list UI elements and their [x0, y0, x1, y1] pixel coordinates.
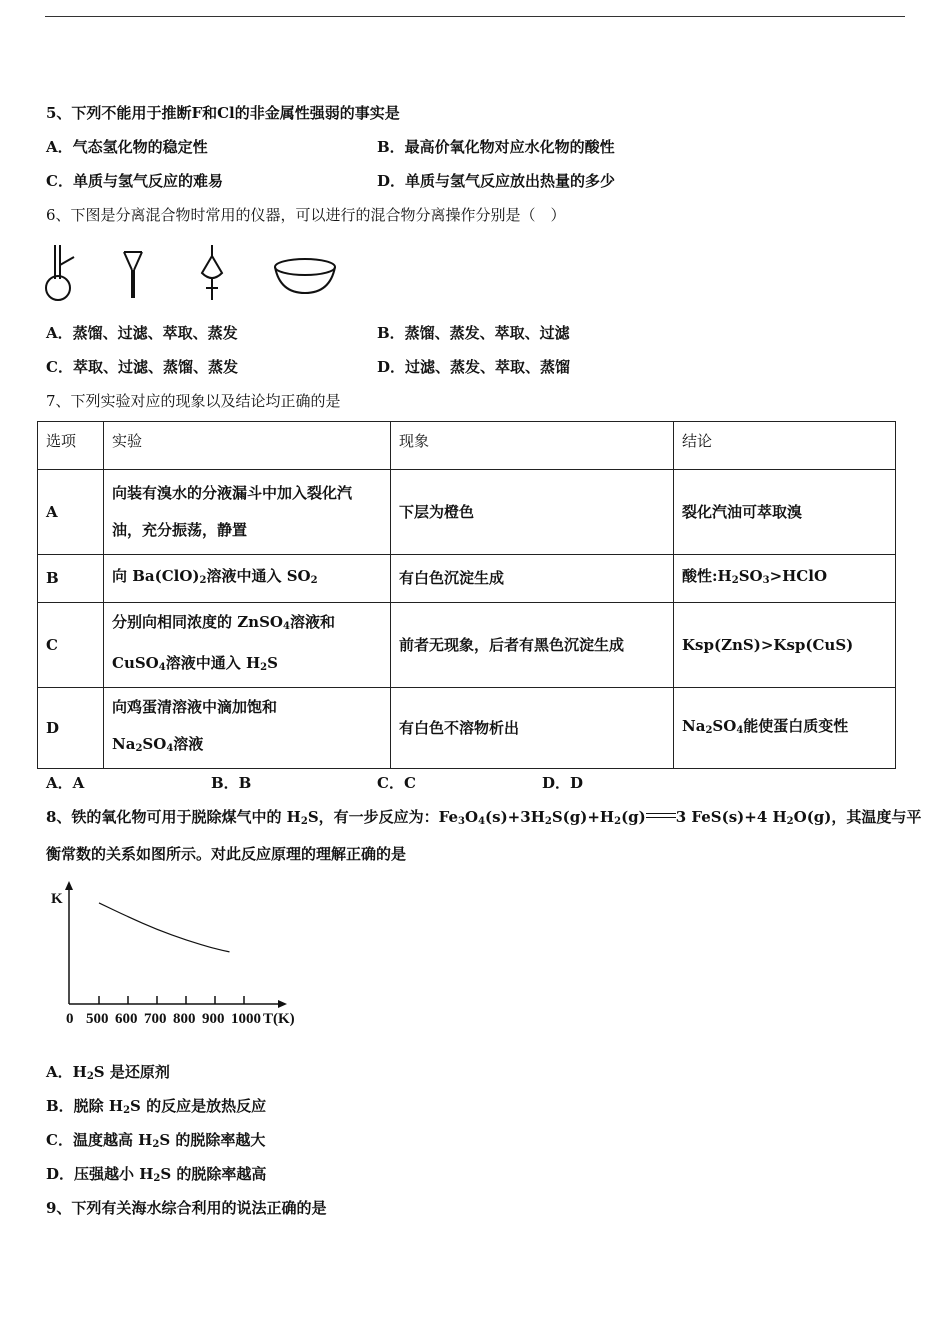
row-a-conclusion: 裂化汽油可萃取溴 — [674, 470, 896, 555]
q7-experiment-table — [37, 421, 896, 769]
q8-option-d[interactable]: D．压强越小 $H_2S$ 的脱除率越高 — [46, 1165, 267, 1184]
table-row — [38, 688, 896, 769]
q9-stem: 9、下列有关海水综合利用的说法正确的是 — [46, 1199, 327, 1217]
row-d-option: D — [38, 688, 104, 769]
row-b-experiment: 向 $Ba(ClO)_2$溶液中通入 $SO_2$ — [104, 555, 391, 603]
x-tick-label: 700 — [144, 1011, 167, 1027]
x-tick-label: 0 — [66, 1011, 74, 1027]
x-tick-label: 600 — [115, 1011, 138, 1027]
y-axis-label: K — [51, 891, 63, 907]
q6-stem: 6、下图是分离混合物时常用的仪器，可以进行的混合物分离操作分别是（ ） — [46, 206, 566, 224]
q6-option-d[interactable]: D．过滤、蒸发、萃取、蒸馏 — [377, 358, 571, 376]
y-axis-arrow — [65, 881, 73, 890]
q7-answer-c[interactable]: C．C — [377, 774, 416, 792]
row-c-experiment: 分别向相同浓度的 ZnSO$_4$溶液和 CuSO$_4$溶液中通入 $H_2S$ — [104, 603, 391, 688]
header-rule — [45, 16, 905, 17]
x-tick-label: 500 — [86, 1011, 109, 1027]
row-b-option: B — [38, 555, 104, 603]
row-b-phenomenon: 有白色沉淀生成 — [391, 555, 674, 603]
lab-apparatus-figure — [44, 243, 339, 305]
row-c-option: C — [38, 603, 104, 688]
header-experiment: 实验 — [104, 422, 391, 470]
q6-option-c[interactable]: C．萃取、过滤、蒸馏、蒸发 — [46, 358, 238, 376]
q8-stem: 8、铁的氧化物可用于脱除煤气中的 $H_2S$，有一步反应为：$Fe_3O_4(s)+3H_2S(g)+H_2(g)$ 3 FeS(s)+4 $H_2O(g)$，其温度与平 — [46, 808, 922, 827]
funnel-icon — [124, 252, 142, 298]
distillation-flask-icon — [46, 245, 74, 300]
q5-option-c[interactable]: C．单质与氢气反应的难易 — [46, 172, 223, 190]
row-a-option: A — [38, 470, 104, 555]
q6-option-b[interactable]: B．蒸馏、蒸发、萃取、过滤 — [377, 324, 570, 342]
x-tick-label: 800 — [173, 1011, 196, 1027]
row-d-conclusion: $Na_2SO_4$能使蛋白质变性 — [674, 688, 896, 769]
row-c-phenomenon: 前者无现象，后者有黑色沉淀生成 — [391, 603, 674, 688]
q8-option-b[interactable]: B．脱除 $H_2S$ 的反应是放热反应 — [46, 1097, 267, 1116]
separatory-funnel-icon — [202, 245, 222, 300]
header-option: 选项 — [38, 422, 104, 470]
x-tick-label: 900 — [202, 1011, 225, 1027]
equilibrium-arrow-icon — [646, 812, 676, 820]
q7-stem: 7、下列实验对应的现象以及结论均正确的是 — [46, 392, 341, 410]
row-d-experiment: 向鸡蛋清溶液中滴加饱和 $Na_2SO_4$溶液 — [104, 688, 391, 769]
q8-option-a[interactable]: A．$H_2S$ 是还原剂 — [46, 1063, 170, 1082]
row-d-phenomenon: 有白色不溶物析出 — [391, 688, 674, 769]
q7-answer-a[interactable]: A．A — [46, 774, 85, 792]
table-header-row — [38, 422, 896, 470]
k-vs-temperature-chart — [44, 877, 304, 1032]
header-phenomenon: 现象 — [391, 422, 674, 470]
x-axis-arrow — [278, 1000, 287, 1008]
q8-option-c[interactable]: C．温度越高 $H_2S$ 的脱除率越大 — [46, 1131, 266, 1150]
header-conclusion: 结论 — [674, 422, 896, 470]
row-a-experiment: 向装有溴水的分液漏斗中加入裂化汽 油，充分振荡，静置 — [104, 470, 391, 555]
table-row — [38, 555, 896, 603]
q5-option-d[interactable]: D．单质与氢气反应放出热量的多少 — [377, 172, 616, 190]
q6-option-a[interactable]: A．蒸馏、过滤、萃取、蒸发 — [46, 324, 238, 342]
x-axis-label: T(K) — [263, 1011, 295, 1027]
k-curve-line — [99, 903, 230, 952]
q5-option-b[interactable]: B．最高价氧化物对应水化物的酸性 — [377, 138, 615, 156]
q5-option-a[interactable]: A．气态氢化物的稳定性 — [46, 138, 208, 156]
row-c-conclusion: Ksp(ZnS)>Ksp(CuS) — [674, 603, 896, 688]
q7-answer-b[interactable]: B．B — [211, 774, 252, 792]
q5-stem: 5、下列不能用于推断F和Cl的非金属性强弱的事实是 — [46, 104, 400, 122]
q7-answer-d[interactable]: D．D — [542, 774, 584, 792]
table-row — [38, 603, 896, 688]
row-a-phenomenon: 下层为橙色 — [391, 470, 674, 555]
x-tick-label: 1000 — [231, 1011, 261, 1027]
q8-stem-line2: 衡常数的关系如图所示。对此反应原理的理解正确的是 — [46, 845, 407, 863]
table-row — [38, 470, 896, 555]
evaporating-dish-icon — [275, 259, 335, 293]
row-b-conclusion: 酸性$:H_2SO_3>HClO$ — [674, 555, 896, 603]
